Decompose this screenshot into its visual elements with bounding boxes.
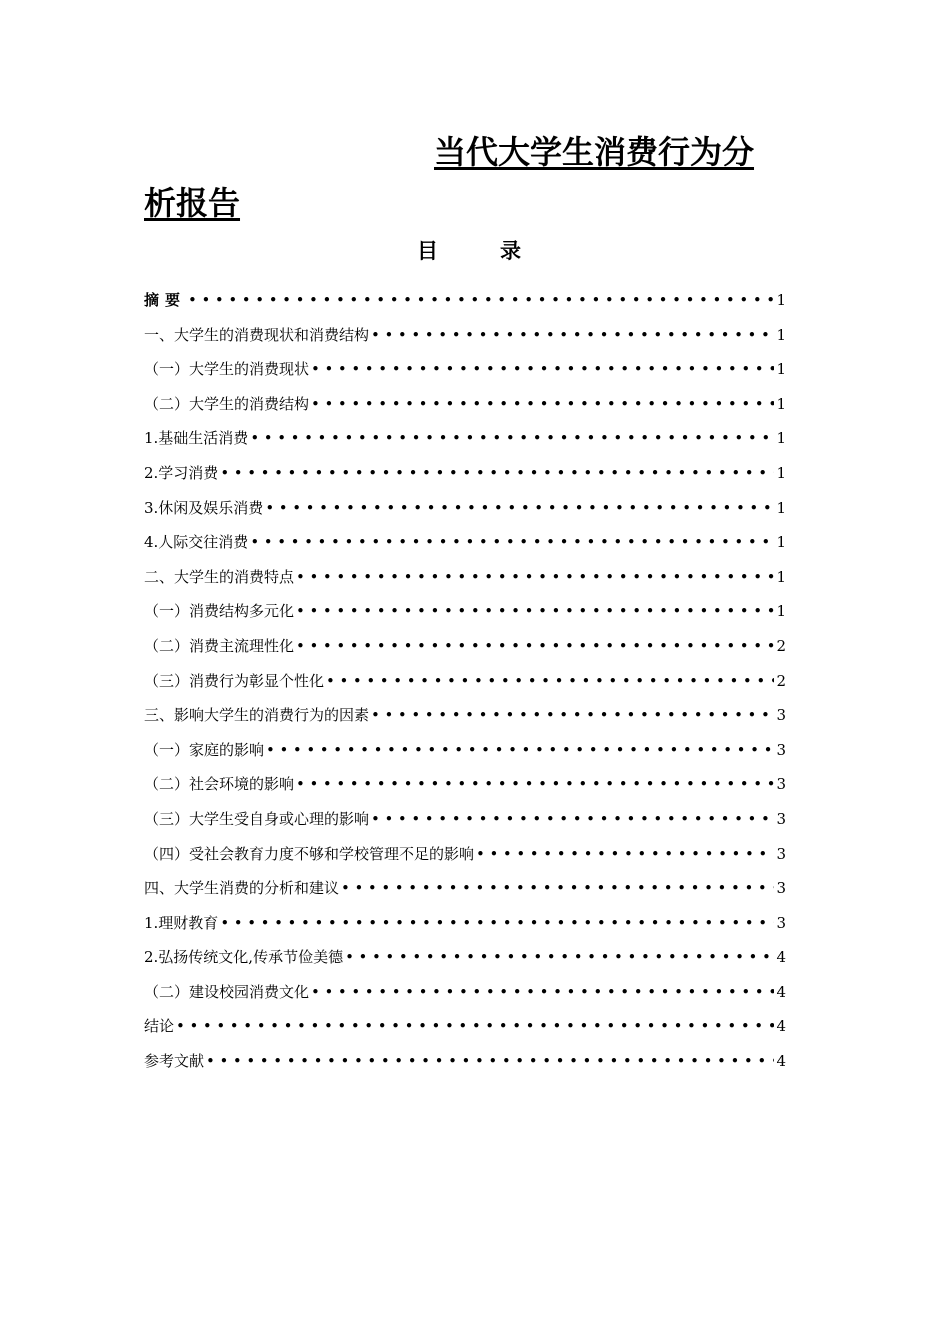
toc-entry[interactable] [144,702,786,737]
toc-entry[interactable] [144,495,786,530]
toc-entry[interactable] [144,841,786,876]
toc-heading: 目录 [417,239,583,263]
toc-entry-label: 三、影响大学生的消费行为的因素 [144,706,370,725]
toc-entry[interactable] [144,460,786,495]
toc-dot-leader [296,633,774,659]
table-of-contents [144,287,786,1083]
toc-dot-leader [206,1048,774,1074]
toc-entry-page-number: 1 [776,291,786,309]
toc-entry-label: （一）消费结构多元化 [144,602,295,621]
toc-dot-leader [371,702,774,728]
toc-dot-leader [266,737,774,763]
toc-entry-page-number: 1 [776,325,786,344]
toc-entry-page-number: 3 [776,706,786,725]
toc-entry[interactable] [144,944,786,979]
document-title-line-2: 析报告 [144,184,241,222]
toc-entry-label: 1.理财教育 [144,913,219,932]
toc-entry[interactable] [144,668,786,703]
toc-entry-label: （一）家庭的影响 [144,740,265,759]
toc-dot-leader [311,356,774,382]
toc-dot-leader [371,806,774,832]
toc-dot-leader [296,771,774,797]
toc-entry-label: 一、大学生的消费现状和消费结构 [144,325,370,344]
toc-entry-label: （三）大学生受自身或心理的影响 [144,809,370,828]
toc-dot-leader [220,460,774,486]
toc-dot-leader [341,875,774,901]
toc-entry-page-number: 3 [776,913,786,932]
toc-entry-page-number: 4 [776,948,786,967]
toc-entry[interactable] [144,806,786,841]
toc-entry-page-number: 2 [776,671,786,690]
toc-entry-page-number: 4 [776,982,786,1001]
toc-dot-leader [311,391,774,417]
toc-entry[interactable] [144,287,786,322]
toc-entry-label: （二）社会环境的影响 [144,775,295,794]
toc-entry-label: 二、大学生的消费特点 [144,567,295,586]
toc-entry-page-number: 1 [776,567,786,586]
document-title-line-1: 当代大学生消费行为分 [434,133,755,171]
toc-entry-page-number: 1 [776,498,786,517]
toc-dot-leader [220,910,774,936]
toc-entry[interactable] [144,910,786,945]
toc-entry[interactable] [144,529,786,564]
toc-entry[interactable] [144,425,786,460]
toc-entry[interactable] [144,322,786,357]
toc-entry-label: （四）受社会教育力度不够和学校管理不足的影响 [144,844,475,863]
toc-dot-leader [296,564,774,590]
toc-entry-page-number: 2 [776,636,786,655]
toc-entry-label: 4.人际交往消费 [144,533,249,552]
toc-entry[interactable] [144,391,786,426]
toc-dot-leader [476,841,774,867]
toc-entry-label: （一）大学生的消费现状 [144,360,310,379]
toc-entry-page-number: 3 [776,740,786,759]
toc-dot-leader [176,1013,774,1039]
toc-dot-leader [265,495,774,521]
toc-entry[interactable] [144,1048,786,1083]
toc-entry-page-number: 1 [776,602,786,621]
toc-entry-label: （三）消费行为彰显个性化 [144,671,325,690]
toc-entry-page-number: 4 [776,1052,786,1071]
toc-entry-page-number: 3 [776,844,786,863]
toc-entry-label: 参考文献 [144,1052,205,1071]
toc-entry[interactable] [144,1013,786,1048]
toc-entry-page-number: 3 [776,775,786,794]
toc-entry-label: 2.学习消费 [144,463,219,482]
toc-entry[interactable] [144,737,786,772]
toc-dot-leader [188,287,774,313]
toc-entry-label: 3.休闲及娱乐消费 [144,498,264,517]
toc-entry-label: （二）消费主流理性化 [144,636,295,655]
toc-entry-label: 2.弘扬传统文化,传承节俭美德 [144,948,344,967]
toc-entry-label: 1.基础生活消费 [144,429,249,448]
toc-entry-page-number: 1 [776,533,786,552]
toc-dot-leader [311,979,774,1005]
toc-entry-label: 四、大学生消费的分析和建议 [144,879,340,898]
toc-entry[interactable] [144,875,786,910]
toc-entry[interactable] [144,979,786,1014]
toc-entry-label: 摘要 [144,291,187,309]
toc-dot-leader [371,322,774,348]
toc-entry[interactable] [144,598,786,633]
toc-dot-leader [326,668,774,694]
toc-entry-page-number: 1 [776,463,786,482]
toc-dot-leader [250,529,774,555]
toc-dot-leader [250,425,774,451]
toc-entry[interactable] [144,771,786,806]
toc-entry-label: 结论 [144,1017,175,1036]
toc-entry-page-number: 3 [776,879,786,898]
toc-entry-page-number: 1 [776,394,786,413]
toc-dot-leader [296,598,774,624]
toc-entry-label: （二）建设校园消费文化 [144,982,310,1001]
toc-entry-page-number: 4 [776,1017,786,1036]
toc-entry[interactable] [144,633,786,668]
toc-entry-label: （二）大学生的消费结构 [144,394,310,413]
toc-entry-page-number: 3 [776,809,786,828]
toc-entry-page-number: 1 [776,429,786,448]
toc-entry[interactable] [144,356,786,391]
toc-entry[interactable] [144,564,786,599]
toc-dot-leader [345,944,774,970]
toc-entry-page-number: 1 [776,360,786,379]
